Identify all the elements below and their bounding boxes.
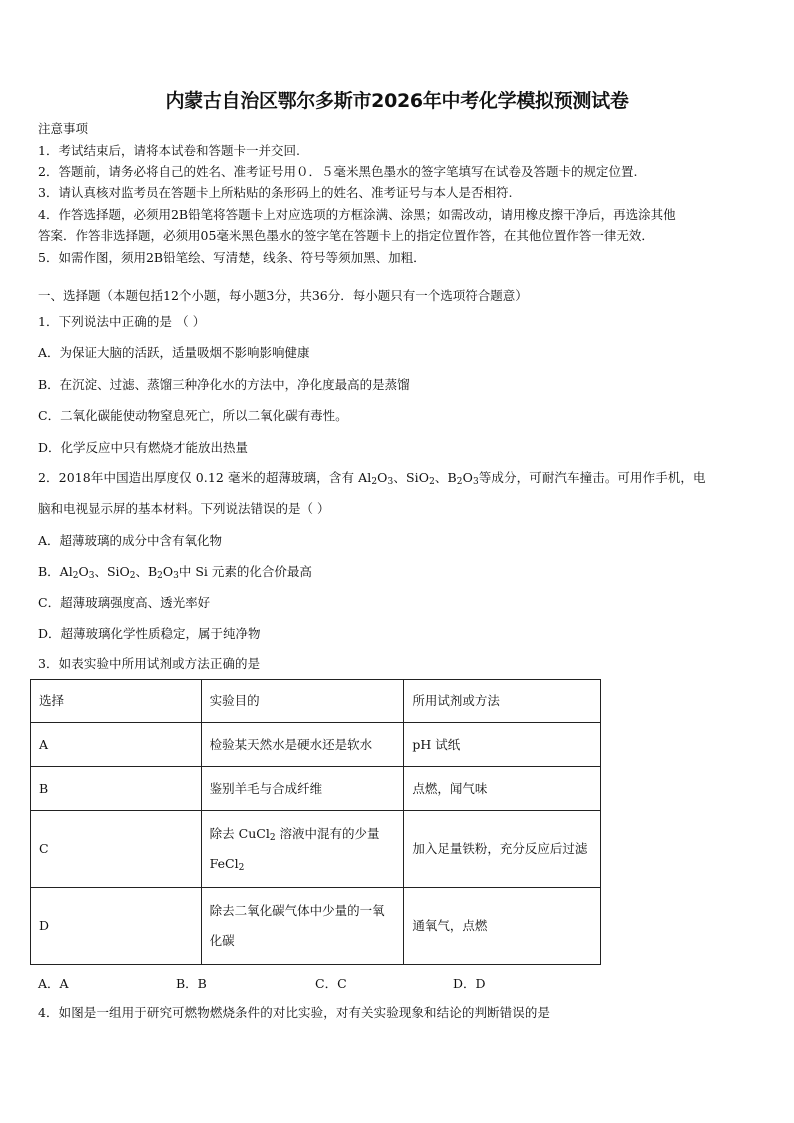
subscript: 2 [129, 571, 136, 581]
question-2-option-b [38, 564, 312, 580]
option-text: 中 Si 元素的化合价最高 [178, 564, 312, 579]
option-text: O [78, 564, 89, 579]
experiment-table [30, 679, 601, 965]
question-1-option-c: C．二氧化碳能使动物窒息死亡，所以二氧化碳有毒性。 [38, 408, 348, 423]
subscript: 2 [238, 863, 245, 873]
table-cell: 加入足量铁粉，充分反应后过滤 [404, 811, 601, 888]
stem-text: 、SiO [393, 470, 430, 485]
subscript: 3 [173, 571, 179, 581]
stem-text: 2．2018年中国造出厚度仅 0.12 毫米的超薄玻璃，含有 Al [38, 470, 372, 485]
cell-text: 溶液中混有的少量 [275, 826, 380, 841]
stem-text: O [462, 470, 473, 485]
cell-text: FeCl [209, 856, 239, 871]
subscript: 2 [456, 477, 463, 487]
notice-item: 4．作答选择题，必须用2B铅笔将答题卡上对应选项的方框涂满、涂黑；如需改动，请用橡皮擦干净后，再选涂其他 [38, 207, 676, 222]
table-row [31, 723, 601, 767]
table-cell: 除去二氧化碳气体中少量的一氧化碳 [201, 888, 404, 965]
question-4-stem: 4．如图是一组用于研究可燃物燃烧条件的对比实验，对有关实验现象和结论的判断错误的是 [38, 1005, 551, 1020]
option-text: B．Al [38, 564, 73, 579]
table-cell: 鉴别羊毛与合成纤维 [201, 767, 404, 811]
question-3-answer-b: B．B [176, 976, 207, 991]
table-cell: D [31, 888, 202, 965]
section-heading: 一、选择题（本题包括12个小题，每小题3分，共36分．每小题只有一个选项符合题意） [38, 288, 528, 303]
question-3-stem: 3．如表实验中所用试剂或方法正确的是 [38, 656, 261, 671]
notice-heading: 注意事项 [38, 121, 89, 136]
table-header: 选择 [31, 680, 202, 723]
question-3-answer-d: D．D [453, 976, 486, 991]
question-3-answer-c: C．C [315, 976, 347, 991]
table-cell: A [31, 723, 202, 767]
question-1-stem: 1．下列说法中正确的是 （ ） [38, 314, 206, 329]
table-row [31, 888, 601, 965]
question-2-stem-line2: 脑和电视显示屏的基本材料。下列说法错误的是（ ） [38, 501, 330, 516]
subscript: 3 [88, 571, 95, 581]
notice-item: 2．答题前，请务必将自己的姓名、准考证号用０．５毫米黑色墨水的签字笔填写在试卷及答题卡的规定位置. [38, 164, 638, 179]
table-cell: 通氧气，点燃 [404, 888, 601, 965]
subscript: 3 [387, 477, 394, 487]
table-cell: 检验某天然水是硬水还是软水 [201, 723, 404, 767]
option-text: O [162, 564, 174, 579]
option-text: 、B [135, 564, 158, 579]
notice-item: 3．请认真核对监考员在答题卡上所粘贴的条形码上的姓名、准考证号与本人是否相符. [38, 185, 513, 200]
stem-text: O [377, 470, 388, 485]
question-2-option-c: C．超薄玻璃强度高、透光率好 [38, 595, 211, 610]
table-cell [201, 811, 404, 888]
table-row [31, 767, 601, 811]
table-cell: C [31, 811, 202, 888]
table-header: 所用试剂或方法 [404, 680, 601, 723]
option-text: 、SiO [94, 564, 130, 579]
question-2-option-d: D．超薄玻璃化学性质稳定，属于纯净物 [38, 626, 261, 641]
subscript: 2 [429, 477, 435, 487]
table-row [31, 811, 601, 888]
subscript: 3 [472, 477, 479, 487]
stem-text: 、B [434, 470, 457, 485]
subscript: 2 [269, 833, 276, 843]
notice-item: 5．如需作图，须用2B铅笔绘、写清楚，线条、符号等须加黑、加粗． [38, 250, 426, 265]
stem-text: 等成分，可耐汽车撞击。可用作手机，电 [478, 470, 706, 485]
notice-item: 答案．作答非选择题，必须用05毫米黑色墨水的签字笔在答题卡上的指定位置作答，在其他位置作答一律无效． [38, 228, 654, 243]
page-title: 内蒙古自治区鄂尔多斯市2026年中考化学模拟预测试卷 [165, 90, 629, 112]
table-cell: pH 试纸 [404, 723, 601, 767]
table-cell: 点燃，闻气味 [404, 767, 601, 811]
table-header-row [31, 680, 601, 723]
question-3-answer-a: A．A [38, 976, 69, 991]
question-1-option-d: D．化学反应中只有燃烧才能放出热量 [38, 440, 249, 455]
question-2-stem [38, 470, 706, 486]
question-1-option-b: B．在沉淀、过滤、蒸馏三种净化水的方法中，净化度最高的是蒸馏 [38, 377, 410, 392]
subscript: 2 [157, 571, 163, 581]
question-1-option-a: A．为保证大脑的活跃，适量吸烟不影响影响健康 [38, 345, 310, 360]
subscript: 2 [72, 571, 79, 581]
question-2-option-a: A．超薄玻璃的成分中含有氧化物 [38, 533, 223, 548]
table-header: 实验目的 [201, 680, 404, 723]
subscript: 2 [371, 477, 378, 487]
notice-item: 1．考试结束后，请将本试卷和答题卡一并交回. [38, 143, 300, 158]
table-cell: B [31, 767, 202, 811]
cell-text: 除去 CuCl [209, 826, 270, 841]
